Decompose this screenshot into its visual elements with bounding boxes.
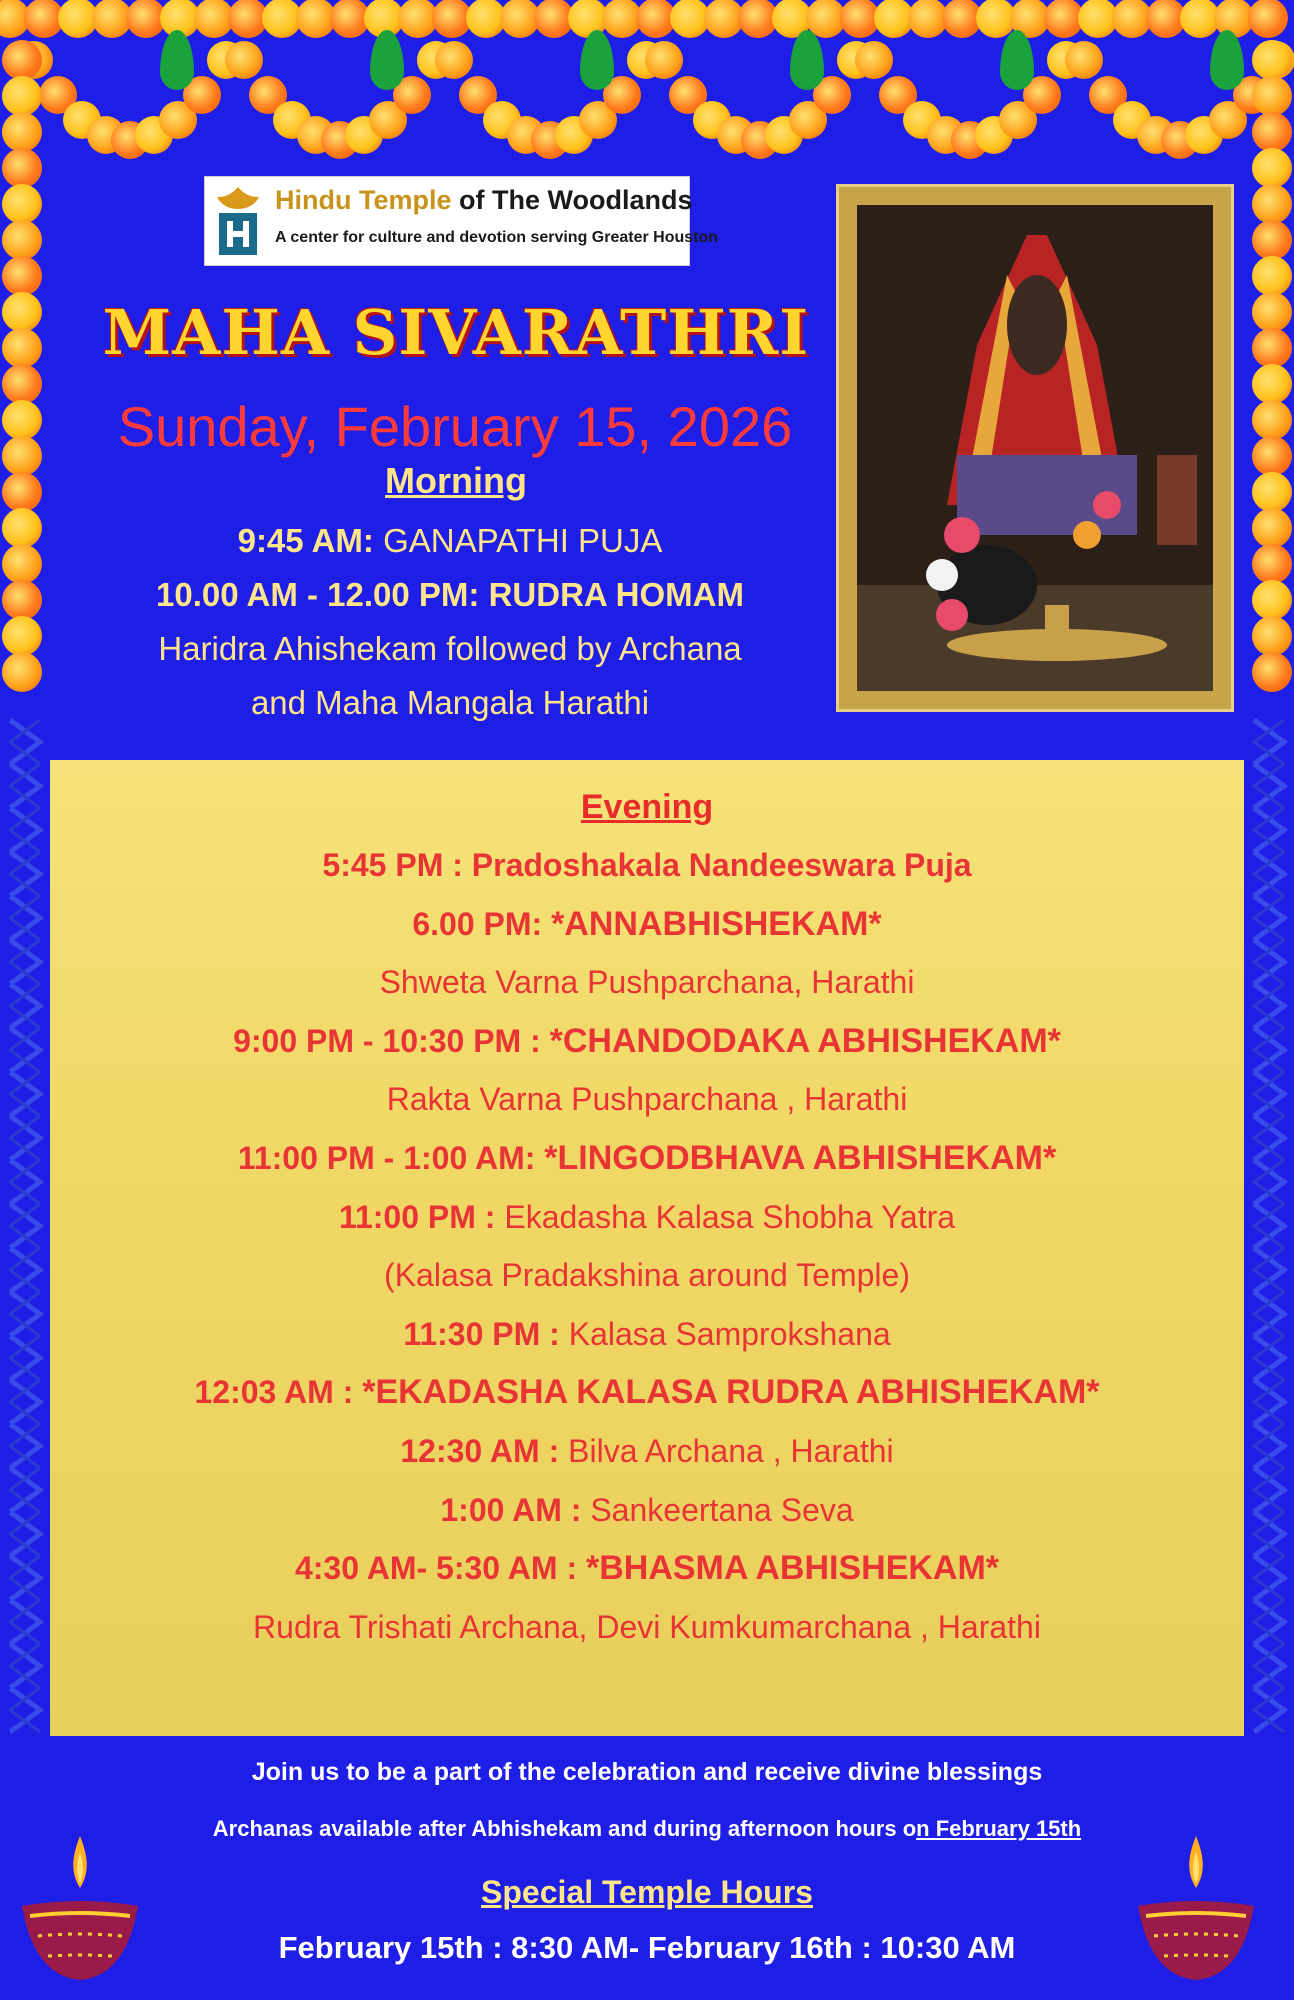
marigold-flower	[1252, 292, 1292, 332]
marigold-flower	[1252, 616, 1292, 656]
marigold-flower	[225, 41, 263, 79]
marigold-flower	[2, 400, 42, 440]
marigold-flower	[855, 41, 893, 79]
evening-item: 12:03 AM : *EKADASHA KALASA RUDRA ABHISHEKAM*	[194, 1373, 1100, 1412]
marigold-flower	[2, 184, 42, 224]
marigold-flower	[1252, 436, 1292, 476]
evening-item: 1:00 AM : Sankeertana Seva	[440, 1491, 854, 1528]
temple-logo-icon	[213, 183, 263, 259]
marigold-flower	[2, 76, 42, 116]
morning-item: and Maha Mangala Harathi	[250, 684, 650, 721]
marigold-flower	[2, 580, 42, 620]
evening-item: 12:30 AM : Bilva Archana , Harathi	[400, 1433, 894, 1469]
evening-item: Shweta Varna Pushparchana, Harathi	[379, 964, 915, 1001]
evening-item: 4:30 AM- 5:30 AM : *BHASMA ABHISHEKAM*	[294, 1549, 1000, 1588]
marigold-flower	[2, 436, 42, 476]
evening-heading: Evening	[580, 788, 714, 826]
marigold-flower	[1252, 256, 1292, 296]
temple-logo	[204, 176, 719, 266]
evening-item: 11:00 PM : Ekadasha Kalasa Shobha Yatra	[338, 1198, 956, 1235]
diya-lamp-icon	[18, 1836, 142, 1986]
marigold-flower	[2, 256, 42, 296]
marigold-flower	[2, 472, 42, 512]
marigold-flower	[1252, 580, 1292, 620]
evening-item: 9:00 PM - 10:30 PM : *CHANDODAKA ABHISHEKAM*	[233, 1021, 1061, 1060]
event-date: Sunday, February 15, 2026	[117, 395, 793, 458]
shiva-lingam-image	[857, 205, 1213, 691]
marigold-flower	[645, 41, 683, 79]
diya-lamp-icon	[1134, 1836, 1258, 1986]
left-vine-decoration	[0, 700, 50, 1740]
marigold-flower	[1252, 508, 1292, 548]
marigold-flower	[2, 220, 42, 260]
marigold-flower	[435, 41, 473, 79]
marigold-flower	[1252, 76, 1292, 116]
morning-item: Haridra Ahishekam followed by Archana	[158, 630, 742, 667]
marigold-flower	[2, 652, 42, 692]
marigold-flower	[1065, 41, 1103, 79]
evening-item: 5:45 PM : Pradoshakala Nandeeswara Puja	[322, 847, 972, 883]
marigold-flower	[2, 364, 42, 404]
evening-item: 6.00 PM: *ANNABHISHEKAM*	[412, 904, 882, 943]
archanas-note: Archanas available after Abhishekam and during afternoon hours on February 15th	[212, 1816, 1082, 1841]
marigold-flower	[1252, 472, 1292, 512]
marigold-flower	[1252, 652, 1292, 692]
marigold-flower	[1252, 184, 1292, 224]
right-vine-decoration	[1244, 700, 1294, 1740]
temple-tagline: A center for culture and devotion serving Greater Houston	[275, 229, 719, 246]
marigold-flower	[1252, 364, 1292, 404]
marigold-flower	[1252, 148, 1292, 188]
evening-item: 11:30 PM : Kalasa Samprokshana	[403, 1315, 891, 1352]
special-hours-heading: Special Temple Hours	[481, 1874, 813, 1910]
evening-item: Rakta Varna Pushparchana , Harathi	[386, 1081, 908, 1118]
morning-item: 9:45 AM: GANAPATHI PUJA	[237, 522, 663, 559]
marigold-flower	[1252, 400, 1292, 440]
marigold-flower	[2, 544, 42, 584]
marigold-flower	[1252, 40, 1292, 80]
evening-item: (Kalasa Pradakshina around Temple)	[384, 1257, 910, 1294]
invitation-text: Join us to be a part of the celebration and receive divine blessings	[251, 1758, 1043, 1786]
marigold-flower	[2, 40, 42, 80]
marigold-flower	[2, 148, 42, 188]
morning-item: 10.00 AM - 12.00 PM: RUDRA HOMAM	[156, 576, 744, 613]
deity-photo	[836, 184, 1234, 712]
marigold-flower	[1252, 328, 1292, 368]
marigold-flower	[2, 112, 42, 152]
evening-item: Rudra Trishati Archana, Devi Kumkumarchana , Harathi	[253, 1608, 1041, 1645]
marigold-flower	[1252, 220, 1292, 260]
marigold-flower	[1252, 112, 1292, 152]
marigold-flower	[1252, 544, 1292, 584]
special-hours-text: February 15th : 8:30 AM- February 16th : 10:30 AM	[278, 1930, 1016, 1965]
marigold-flower	[2, 292, 42, 332]
marigold-flower	[2, 616, 42, 656]
morning-heading: Morning	[385, 460, 527, 501]
marigold-flower	[2, 508, 42, 548]
temple-name: Hindu Temple of The Woodlands	[275, 185, 693, 215]
marigold-flower	[2, 328, 42, 368]
evening-item: 11:00 PM - 1:00 AM: *LINGODBHAVA ABHISHEKAM*	[237, 1139, 1057, 1177]
event-title: MAHA SIVARATHRI	[102, 296, 810, 369]
